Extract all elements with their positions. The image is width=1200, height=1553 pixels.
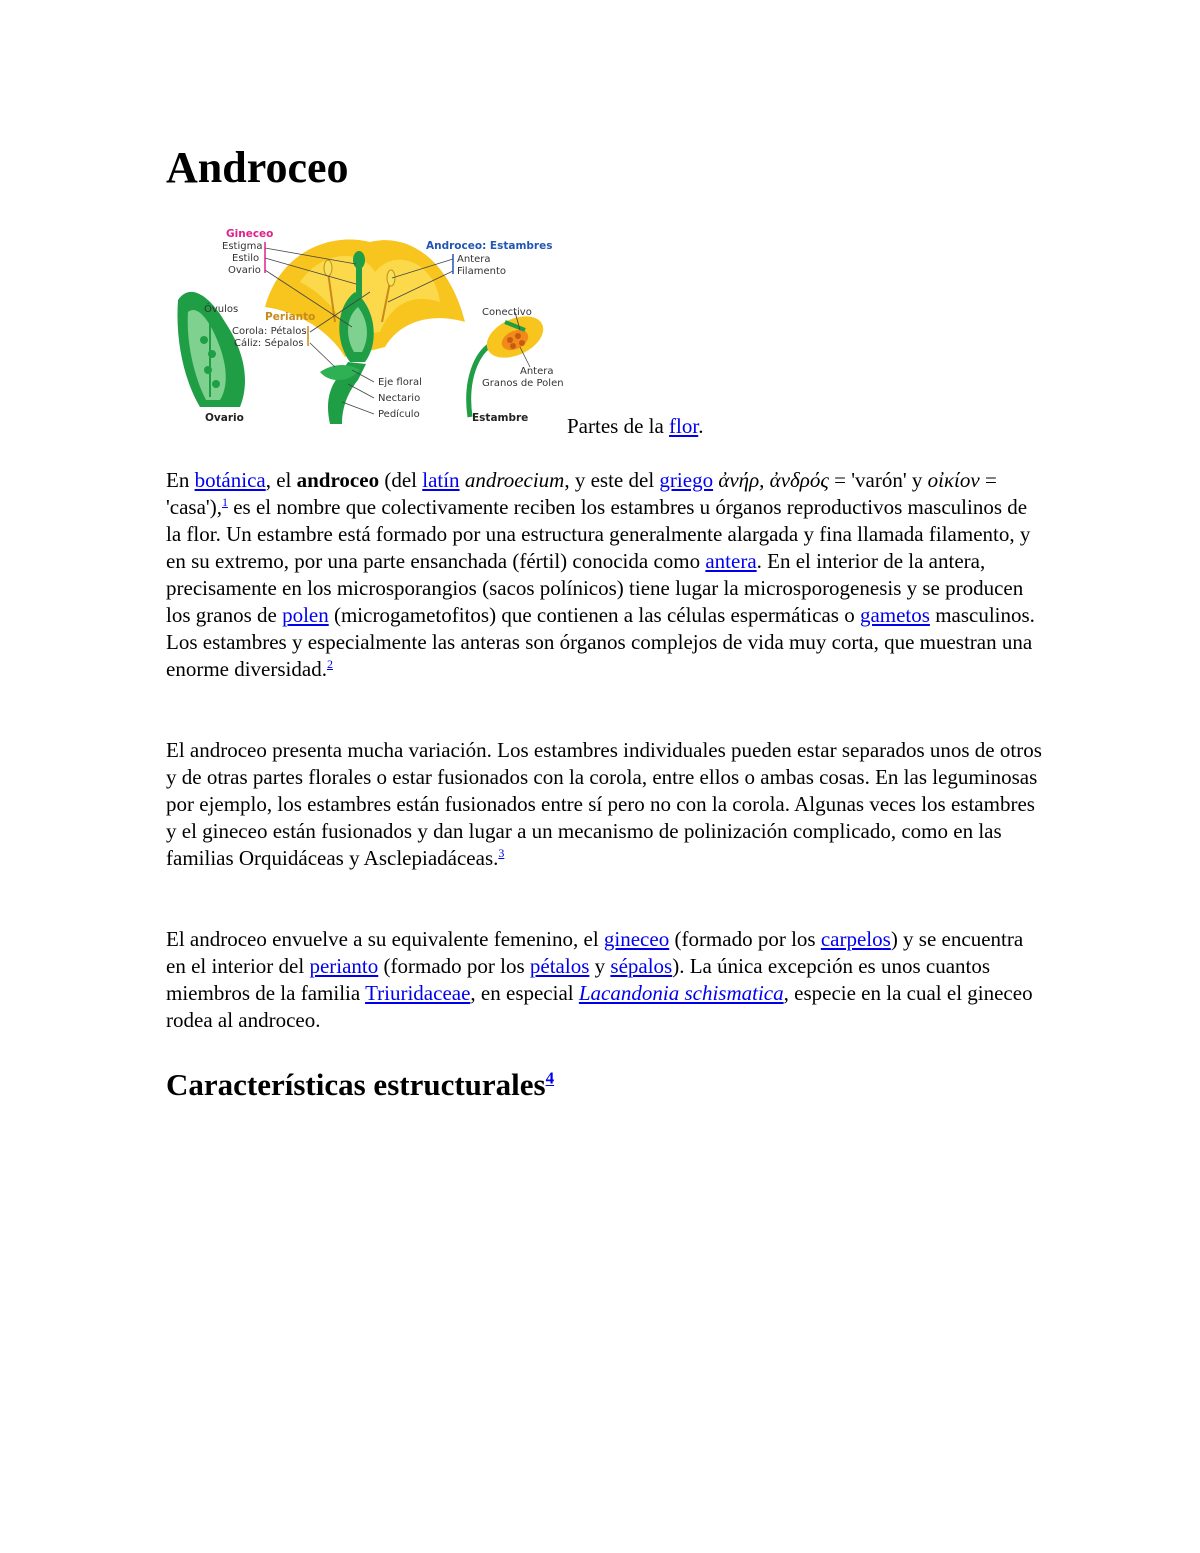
label-ovulos: Óvulos bbox=[204, 304, 239, 315]
label-estilo: Estilo bbox=[232, 253, 260, 264]
flower-diagram bbox=[170, 212, 570, 432]
paragraph-variation: El androceo presenta mucha variación. Los estambres individuales pueden estar separados unos de otros y de otras partes florales o estar fusionados con la corola, entre ellos o ambas cosas. En las leguminosas por ejemplo, los estambres están fusionados entre sí pero no con la corola. Algunas veces los estambres y el gineceo están fusionados y dan lugar a un mecanismo de polinización complicado, como en las familias Orquidáceas y Asclepiadáceas.$^3$ bbox=[166, 738, 1042, 870]
footnote-3[interactable]: 3 bbox=[498, 846, 505, 860]
section-title: Características estructurales bbox=[166, 1067, 546, 1102]
label-nectario: Nectario bbox=[378, 393, 421, 404]
paragraph-gynoecium: El androceo envuelve a su equivalente femenino, el gineceo (formado por los carpelos) y se encuentra en el interior del perianto (formado por los pétalos y sépalos). La única excepción es unos cuantos miembros de la familia Triuridaceae, en especial Lacandonia schismatica, especie en la cual el gineceo rodea al androceo. bbox=[166, 927, 1033, 1032]
link-petalos[interactable]: pétalos bbox=[529, 954, 590, 978]
link-perianto[interactable]: perianto bbox=[309, 954, 379, 978]
label-perianto: Perianto bbox=[265, 311, 316, 323]
term-androceo: androceo bbox=[296, 468, 380, 492]
link-griego[interactable]: griego bbox=[659, 468, 714, 492]
label-antera-estambre: Antera bbox=[520, 366, 554, 377]
stamen-illustration bbox=[469, 308, 550, 417]
paragraph-intro: En botánica, el androceo (del latín androecium, y este del griego ἀνήρ, ἀνδρός = 'varón' y οἰκίον = 'casa'),$^1$ es el nombre que colectivamente reciben los estambres u órganos reproductivos masculinos de la flor. Un estambre está formado por una estructura generalmente alargada y fina llamada filamento, y en su extremo, por una parte ensanchada (fértil) conocida como antera. En el interior de la antera, precisamente en los microsporangios (sacos polínicos) tiene lugar la microsporogenesis y se producen los granos de polen (microgametofitos) que contienen a las células espermáticas o gametos masculinos. Los estambres y especialmente las anteras son órganos complejos de vida muy corta, que muestran una enorme diversidad.$^2$ bbox=[166, 468, 1035, 681]
link-botanica[interactable]: botánica bbox=[194, 468, 266, 492]
label-corola: Corola: Pétalos bbox=[232, 326, 307, 337]
caption-estambre: Estambre bbox=[472, 412, 529, 424]
link-flor[interactable]: flor bbox=[669, 414, 699, 438]
link-sepalos[interactable]: sépalos bbox=[610, 954, 673, 978]
label-gineceo: Gineceo bbox=[226, 228, 274, 240]
term-greek-aner: ἀνήρ, ἀνδρός bbox=[718, 468, 829, 492]
link-lacandonia-schismatica[interactable]: Lacandonia schismatica bbox=[578, 981, 784, 1005]
section-heading bbox=[166, 1063, 554, 1107]
label-pediculo: Pedículo bbox=[378, 409, 420, 420]
footnote-4[interactable]: 4 bbox=[545, 1068, 555, 1088]
link-gineceo[interactable]: gineceo bbox=[603, 927, 670, 951]
label-conectivo: Conectivo bbox=[482, 307, 532, 318]
label-ovario: Ovario bbox=[228, 265, 261, 276]
caption-text: Partes de la bbox=[567, 414, 670, 438]
footnote-1[interactable]: 1 bbox=[221, 495, 228, 509]
label-eje-floral: Eje floral bbox=[378, 377, 422, 388]
label-caliz: Cáliz: Sépalos bbox=[234, 338, 304, 349]
label-filamento: Filamento bbox=[457, 266, 506, 277]
footnote-2[interactable]: 2 bbox=[326, 657, 333, 671]
link-antera[interactable]: antera bbox=[705, 549, 757, 573]
figure-caption bbox=[567, 410, 703, 442]
link-polen[interactable]: polen bbox=[282, 603, 329, 627]
link-carpelos[interactable]: carpelos bbox=[820, 927, 891, 951]
page-title: Androceo bbox=[166, 143, 349, 192]
link-triuridaceae[interactable]: Triuridaceae bbox=[365, 981, 471, 1005]
term-greek-oikion: οἰκίον bbox=[927, 468, 980, 492]
link-gametos[interactable]: gametos bbox=[859, 603, 930, 627]
term-androecium: androecium bbox=[464, 468, 565, 492]
label-granos-polen: Granos de Polen bbox=[482, 378, 564, 389]
label-antera: Antera bbox=[457, 254, 491, 265]
link-latin[interactable]: latín bbox=[422, 468, 460, 492]
caption-ovario: Ovario bbox=[205, 412, 244, 424]
label-estigma: Estigma bbox=[222, 241, 263, 252]
caption-period: . bbox=[698, 414, 704, 438]
label-androceo: Androceo: Estambres bbox=[426, 240, 553, 252]
